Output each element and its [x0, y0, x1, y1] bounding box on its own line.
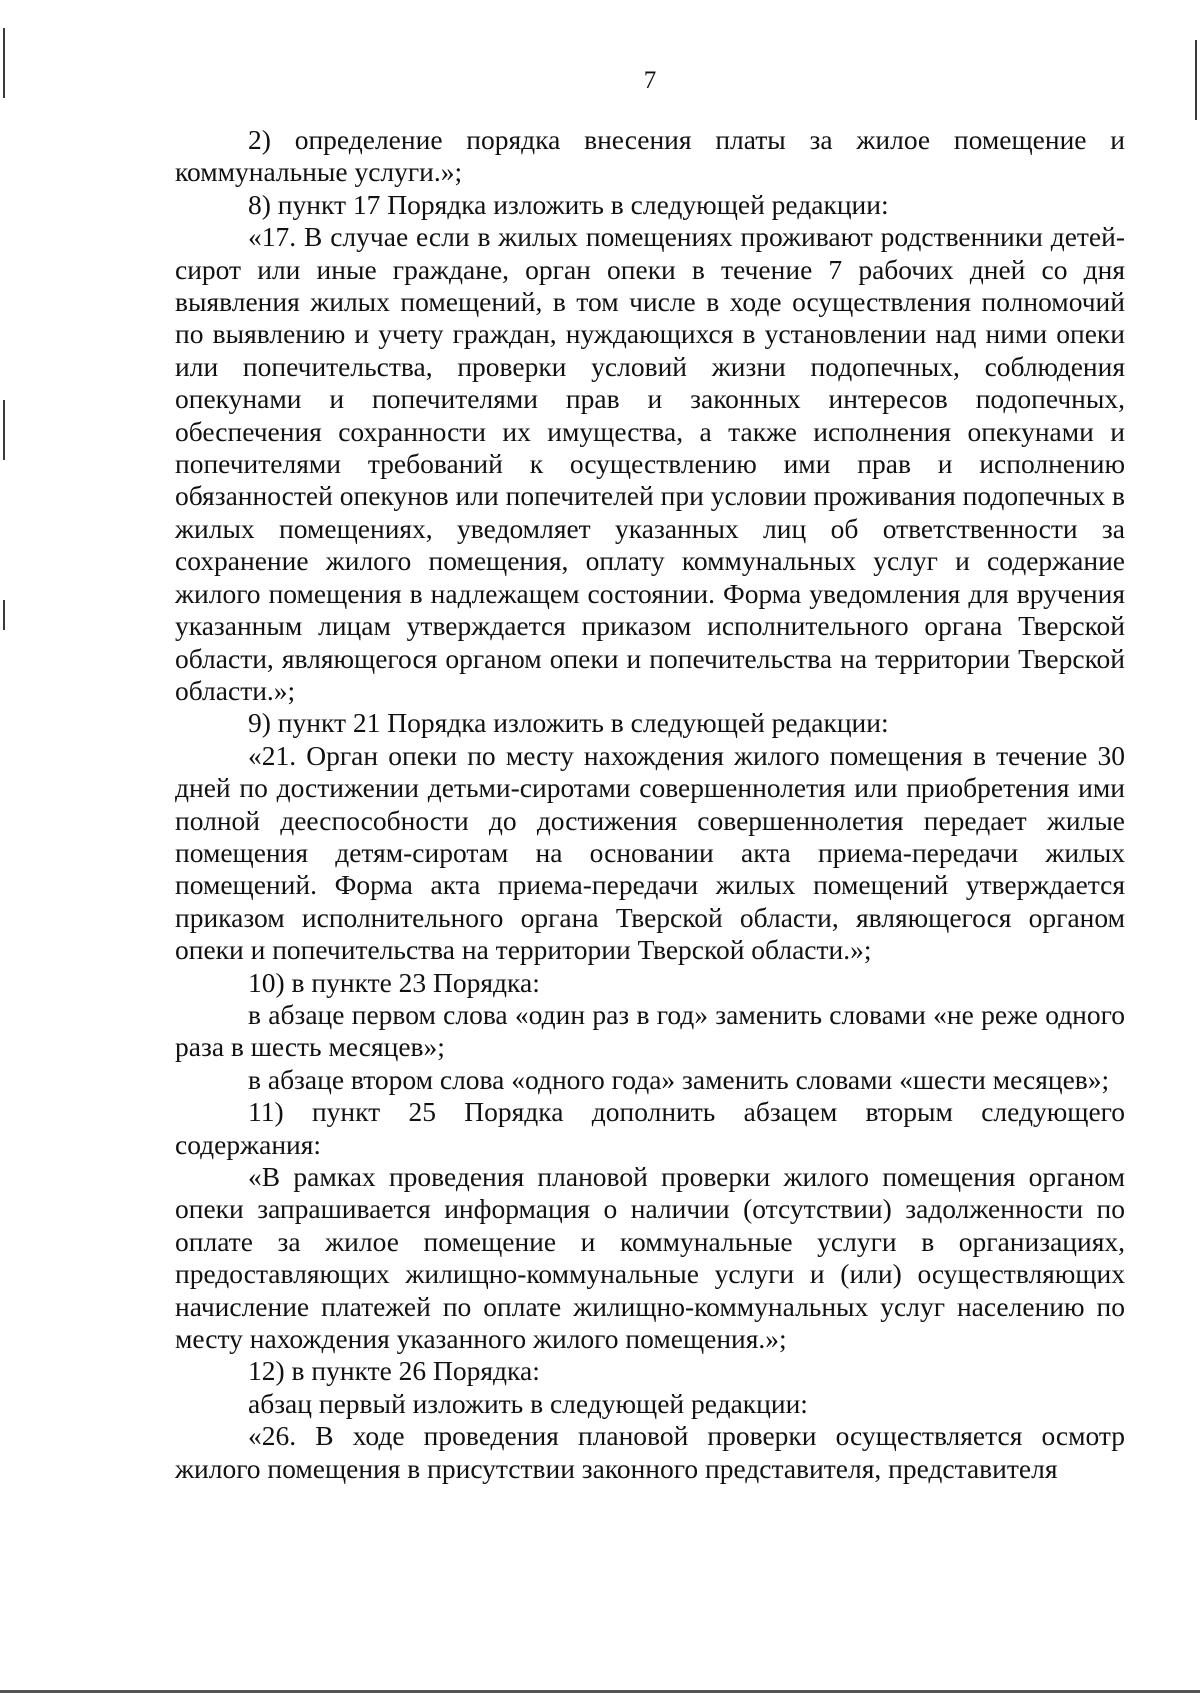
paragraph: «17. В случае если в жилых помещениях проживают родственники детей-сирот или иные граждане, орган опеки в течение 7 рабочих дней со дня выявления жилых помещений, в том числе в ходе осуществления полномочий по выявлению и учету граждан, нуждающихся в установлении над ними опеки или попечительства, проверки условий жизни подопечных, соблюдения опекунами и попечителями прав и законных интересов подопечных, обеспечения сохранности их имущества, а также исполнения опекунами и попечителями требований к осуществлению ими прав и исполнению обязанностей опекунов или попечителей при условии проживания подопечных в жилых помещениях, уведомляет указанных лиц об ответственности за сохранение жилого помещения, оплату коммунальных услуг и содержание жилого помещения в надлежащем состоянии. Форма уведомления для вручения указанным лицам утверждается приказом исполнительного органа Тверской области, являющегося органом опеки и попечительства на территории Тверской области.»;	[175, 221, 1125, 706]
paragraph: 9) пункт 21 Порядка изложить в следующей редакции:	[248, 707, 889, 739]
document-body	[175, 124, 1125, 1485]
paragraph: «В рамках проведения плановой проверки жилого помещения органом опеки запрашивается информация о наличии (отсутствии) задолженности по оплате за жилое помещение и коммунальные услуги в организациях, предоставляющих жилищно-коммунальные услуги и (или) осуществляющих начисление платежей по оплате жилищно-коммунальных услуг населению по месту нахождения указанного жилого помещения.»;	[175, 1161, 1125, 1355]
paragraph: 12) в пункте 26 Порядка:	[248, 1355, 540, 1387]
paragraph: «26. В ходе проведения плановой проверки осуществляется осмотр жилого помещения в присутствии законного представителя, представителя	[175, 1420, 1125, 1484]
paragraph: 10) в пункте 23 Порядка:	[248, 966, 540, 998]
paragraph: «21. Орган опеки по месту нахождения жилого помещения в течение 30 дней по достижении детьми-сиротами совершеннолетия или приобретения ими полной дееспособности до достижения совершеннолетия передает жилые помещения детям-сиротам на основании акта приема-передачи жилых помещений. Форма акта приема-передачи жилых помещений утверждается приказом исполнительного органа Тверской области, являющегося органом опеки и попечительства на территории Тверской области.»;	[175, 739, 1125, 966]
paragraph: 11) пункт 25 Порядка дополнить абзацем вторым следующего содержания:	[175, 1096, 1125, 1160]
paragraph: 2) определение порядка внесения платы за жилое помещение и коммунальные услуги.»;	[175, 124, 1125, 188]
paragraph: 8) пункт 17 Порядка изложить в следующей редакции:	[248, 188, 889, 220]
paragraph: в абзаце втором слова «одного года» заменить словами «шести месяцев»;	[248, 1063, 1110, 1095]
paragraph: в абзаце первом слова «один раз в год» заменить словами «не реже одного раза в шесть месяцев»;	[175, 998, 1125, 1063]
scan-edge-mark	[3, 600, 5, 630]
page-number: 7	[643, 67, 657, 94]
paragraph: абзац первый изложить в следующей редакции:	[248, 1387, 808, 1419]
scan-edge-mark	[3, 400, 5, 460]
